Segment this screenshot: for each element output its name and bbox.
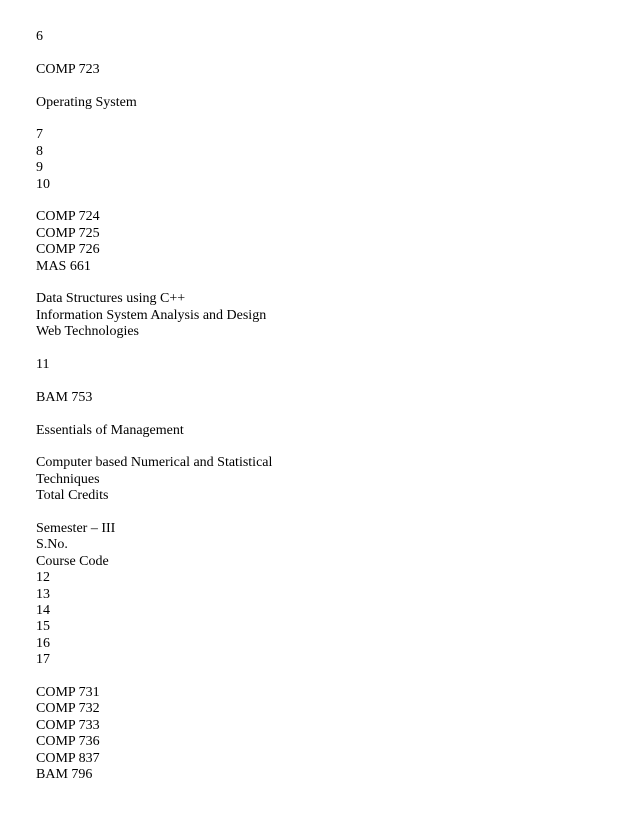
serial-number-list: [36, 127, 616, 193]
course-title: Computer based Numerical and Statistical: [36, 455, 273, 471]
course-title-block: [36, 423, 616, 439]
serial-number: 16: [36, 635, 50, 651]
serial-number-block: [36, 357, 616, 373]
course-code: COMP 732: [36, 701, 100, 717]
total-credits-label: Total Credits: [36, 488, 109, 504]
course-code: COMP 736: [36, 734, 100, 750]
course-title: Web Technologies: [36, 324, 139, 340]
course-code: COMP 837: [36, 750, 100, 766]
serial-number: 15: [36, 619, 50, 635]
course-title: Techniques: [36, 471, 100, 487]
course-title: Information System Analysis and Design: [36, 307, 267, 323]
course-code: BAM 753: [36, 389, 93, 405]
course-title: Essentials of Management: [36, 422, 184, 438]
course-code: COMP 723: [36, 61, 100, 77]
course-code-block: [36, 390, 616, 406]
serial-number: 12: [36, 570, 50, 586]
serial-number: 11: [36, 357, 50, 373]
course-code: COMP 733: [36, 717, 100, 733]
serial-number: 13: [36, 586, 50, 602]
column-header-course-code: Course Code: [36, 553, 109, 569]
serial-number-block: [36, 29, 616, 45]
course-title-list: [36, 291, 616, 340]
course-code-list: [36, 685, 616, 783]
course-code: COMP 726: [36, 242, 100, 258]
serial-number: 10: [36, 176, 50, 192]
serial-number: 7: [36, 127, 43, 143]
course-code: MAS 661: [36, 258, 91, 274]
serial-number: 14: [36, 603, 50, 619]
course-title: Operating System: [36, 94, 137, 110]
column-header-sno: S.No.: [36, 537, 68, 553]
serial-number: 6: [36, 29, 43, 44]
course-title: Data Structures using C++: [36, 291, 186, 307]
semester-heading: Semester – III: [36, 521, 116, 537]
course-code: COMP 731: [36, 685, 100, 701]
course-title-list: [36, 455, 616, 504]
course-title-block: [36, 95, 616, 111]
course-code-list: [36, 209, 616, 275]
serial-number: 9: [36, 160, 43, 176]
course-code-block: [36, 62, 616, 78]
serial-number: 8: [36, 143, 43, 159]
serial-number: 17: [36, 652, 50, 668]
document-page: [36, 29, 616, 784]
semester-table-header: [36, 521, 616, 669]
course-code: COMP 724: [36, 209, 100, 225]
course-code: BAM 796: [36, 767, 93, 783]
course-code: COMP 725: [36, 225, 100, 241]
